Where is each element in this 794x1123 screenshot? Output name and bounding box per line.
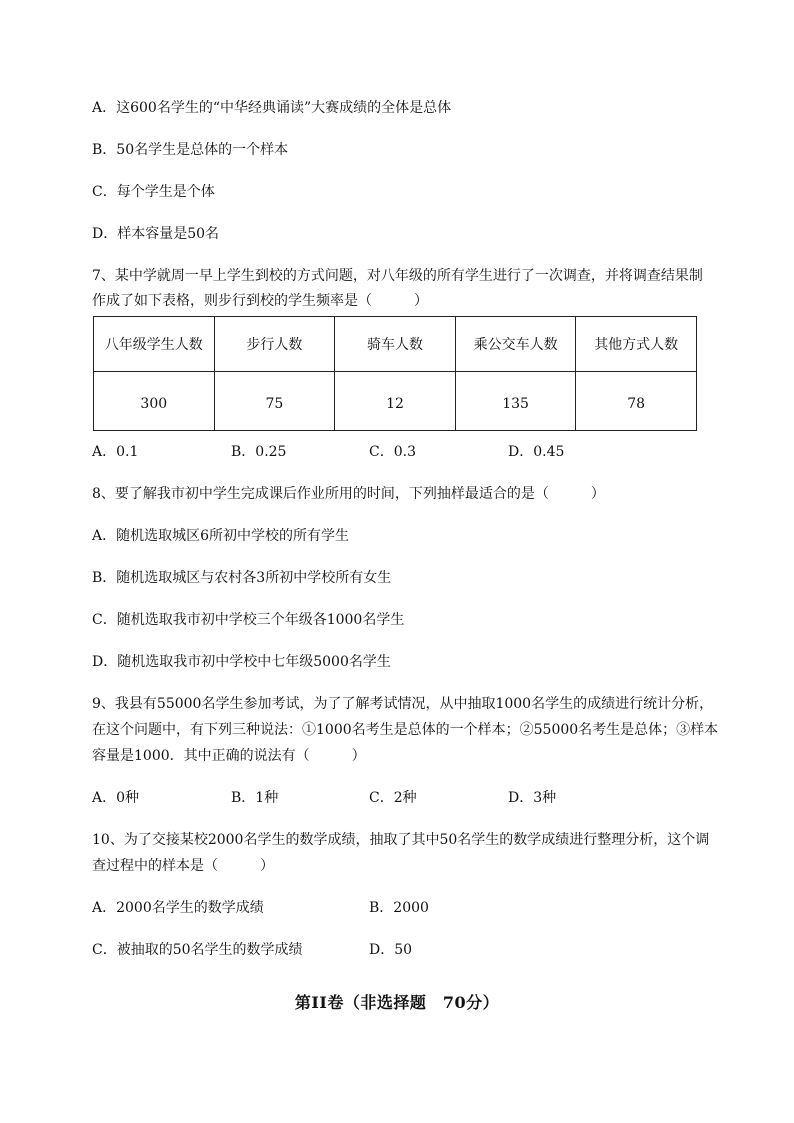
q7-option-b: B．0.25 [231, 444, 287, 460]
q6-option-d: D．样本容量是50名 [92, 226, 220, 242]
q10-stem-line1: 10、为了交接某校2000名学生的数学成绩，抽取了其中50名学生的数学成绩进行整理分析，这个调 [92, 832, 710, 848]
table-header-cell: 其他方式人数 [576, 317, 697, 372]
q10-option-c: C．被抽取的50名学生的数学成绩 [92, 942, 303, 958]
q7-data-table [93, 316, 697, 431]
q7-option-d: D．0.45 [508, 444, 565, 460]
table-header-cell: 八年级学生人数 [94, 317, 215, 372]
section-title: 第II卷（非选择题 70分） [294, 993, 500, 1012]
q6-option-a: A．这600名学生的“中华经典诵读”大赛成绩的全体是总体 [92, 100, 452, 116]
q9-options [92, 788, 742, 808]
q9-stem-line1: 9、我县有55000名学生参加考试，为了了解考试情况，从中抽取1000名学生的成绩进行统计分析， [92, 696, 714, 712]
q9-option-c: C．2种 [369, 790, 417, 806]
q10-option-d: D．50 [369, 942, 413, 958]
q7-stem-line1: 7、某中学就周一早上学生到校的方式问题，对八年级的所有学生进行了一次调查，并将调查结果制 [92, 268, 703, 284]
q10-option-b: B．2000 [369, 900, 429, 916]
table-header-cell: 骑车人数 [335, 317, 456, 372]
q8-stem: 8、要了解我市初中学生完成课后作业所用的时间，下列抽样最适合的是（ ） [92, 486, 605, 502]
q8-option-a: A．随机选取城区6所初中学校的所有学生 [92, 528, 350, 544]
q10-options-row2 [92, 940, 742, 960]
q6-option-c: C．每个学生是个体 [92, 184, 215, 200]
q8-option-d: D．随机选取我市初中学校中七年级5000名学生 [92, 654, 391, 670]
q9-option-b: B．1种 [231, 790, 279, 806]
table-cell: 75 [214, 372, 335, 431]
table-row [94, 372, 697, 431]
q7-option-a: A．0.1 [92, 444, 139, 460]
table-header-cell: 乘公交车人数 [455, 317, 576, 372]
q9-stem-line3: 容量是1000．其中正确的说法有（ ） [92, 748, 366, 764]
table-header-row [94, 317, 697, 372]
q10-stem-line2: 查过程中的样本是（ ） [92, 858, 274, 874]
q10-options-row1 [92, 898, 742, 918]
q9-stem-line2: 在这个问题中，有下列三种说法：①1000名考生是总体的一个样本；②55000名考生是总体；③样本 [92, 722, 719, 738]
table-header-cell: 步行人数 [214, 317, 335, 372]
q10-option-a: A．2000名学生的数学成绩 [92, 900, 264, 916]
q7-options [92, 442, 742, 462]
q9-option-d: D．3种 [508, 790, 557, 806]
table-cell: 12 [335, 372, 456, 431]
q8-option-c: C．随机选取我市初中学校三个年级各1000名学生 [92, 612, 405, 628]
q7-option-c: C．0.3 [369, 444, 416, 460]
q6-option-b: B．50名学生是总体的一个样本 [92, 142, 289, 158]
q7-stem-line2: 作成了如下表格，则步行到校的学生频率是（ ） [92, 293, 428, 309]
table-cell: 78 [576, 372, 697, 431]
q8-option-b: B．随机选取城区与农村各3所初中学校所有女生 [92, 570, 392, 586]
table-cell: 300 [94, 372, 215, 431]
table-cell: 135 [455, 372, 576, 431]
q9-option-a: A．0种 [92, 790, 140, 806]
